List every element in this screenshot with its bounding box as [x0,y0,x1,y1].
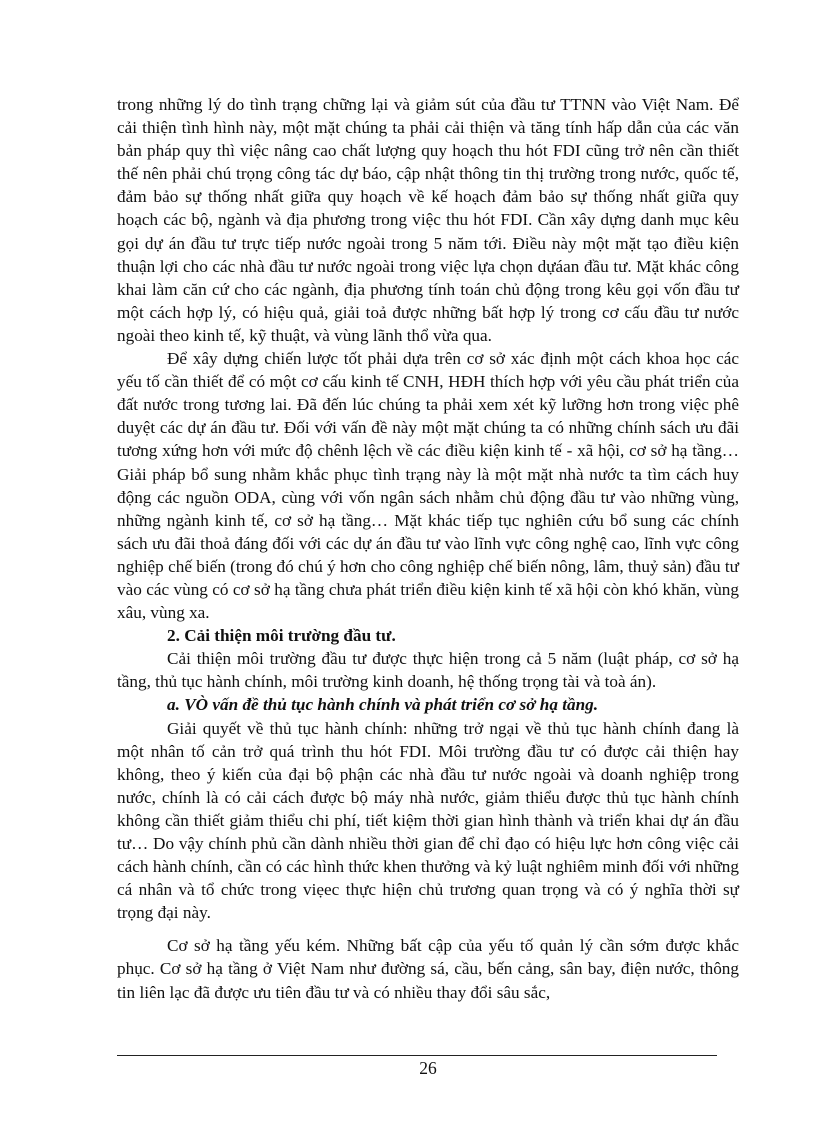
page-number: 26 [419,1058,437,1078]
paragraph-infrastructure: Cơ sở hạ tầng yếu kém. Những bất cập của yếu tố quản lý cần sớm được khắc phục. Cơ sở hạ tầng ở Việt Nam như đường sá, cầu, bến cảng, sân bay, điện nước, thông tin liên lạc đã được ưu tiên đầu tư và có nhiều thay đổi sâu sắc, [117,936,739,1002]
paragraph-strategy: Để xây dựng chiến lược tốt phải dựa trên cơ sở xác định một cách khoa học các yếu tố cần thiết để có một cơ cấu kinh tế CNH, HĐH thích hợp với yêu cầu phát triển của đất nước trong tương lai. Đã đến lúc chúng ta phải xem xét kỹ lưỡng hơn trong việc phê duyệt các dự án đầu tư. Đối với vấn đề này một mặt chúng ta có những chính sách ưu đãi tương xứng hơn với mức độ chênh lệch về các điều kiện kinh tế - xã hội, cơ sở hạ tầng… Giải pháp bổ sung nhằm khắc phục tình trạng này là một mặt nhà nước ta tìm cách huy động các nguồn ODA, cùng với vốn ngân sách nhằm chủ động đầu tư vào những vùng, những ngành kinh tế, cơ sở hạ tầng… Mặt khác tiếp tục nghiên cứu bổ sung các chính sách ưu đãi thoả đáng đối với các dự án đầu tư vào lĩnh vực công nghệ cao, lĩnh vực công nghiệp chế biến (trong đó chú ý hơn cho công nghiệp chế biến nông, lâm, thuỷ sản) đầu tư vào các vùng có cơ sở hạ tầng chưa phát triển điều kiện kinh tế xã hội còn khó khăn, vùng xâu, vùng xa. [117,349,739,623]
document-body [117,93,739,1004]
paragraph-fdi-planning: trong những lý do tình trạng chững lại và giảm sút của đầu tư TTNN vào Việt Nam. Để cải thiện tình hình này, một mặt chúng ta phải cải thiện và tăng tính hấp dẫn của các văn bản pháp quy thì việc nâng cao chất lượng quy hoạch thu hót FDI cũng trở nên cần thiết thế nên phải chú trọng công tác dự báo, cập nhật thông tin thị trường trong nước, quốc tế, đảm bảo sự thống nhất giữa quy hoạch về kế hoạch đảm bảo sự thống nhất giữa quy hoạch các bộ, ngành và địa phương trong việc thu hót FDI. Cần xây dựng danh mục kêu gọi dự án đầu tư trực tiếp nước ngoài trong 5 năm tới. Điều này một mặt tạo điều kiện thuận lợi cho các nhà đầu tư nước ngoài trong việc lựa chọn dựáan đầu tư. Mặt khác công khai làm căn cứ cho các ngành, địa phương tính toán chủ động trong kêu gọi vốn đầu tư một cách hợp lý, có hiệu quả, giải toả được những bất hợp lý trong cơ cấu đầu tư nước ngoài theo kinh tế, kỹ thuật, và vùng lãnh thổ vừa qua. [117,95,739,345]
subsection-heading: a. VÒ vấn đề thủ tục hành chính và phát triển cơ sở hạ tầng. [167,695,599,715]
section-heading: 2. Cải thiện môi trường đầu tư. [167,626,396,646]
paragraph-administrative-procedures: Giải quyết về thủ tục hành chính: những trở ngại về thủ tục hành chính đang là một nhân tố cản trở quá trình thu hót FDI. Môi trường đầu tư có được cải thiện hay không, theo ý kiến của đại bộ phận các nhà đầu tư nước ngoài và doanh nghiệp trong nước, chính là có cải cách được bộ máy nhà nước, giảm thiểu được thủ tục hành chính không cần thiết giảm thiểu chi phí, tiết kiệm thời gian hình thành và triển khai dự án đầu tư… Do vậy chính phủ cần dành nhiều thời gian để chỉ đạo có hiệu lực hơn công việc cải cách hành chính, cần có các hình thức khen thưởng và kỷ luật nghiêm minh đối với những cá nhân và tổ chức trong viẹec thực hiện chủ trương quan trọng và có ý nghĩa thời sự trọng đại này. [117,718,739,923]
paragraph-investment-environment: Cải thiện môi trường đầu tư được thực hiện trong cả 5 năm (luật pháp, cơ sở hạ tầng, thủ tục hành chính, môi trường kinh doanh, hệ thống trọng tài và toà án). [117,649,739,692]
footer-divider [117,1055,717,1056]
